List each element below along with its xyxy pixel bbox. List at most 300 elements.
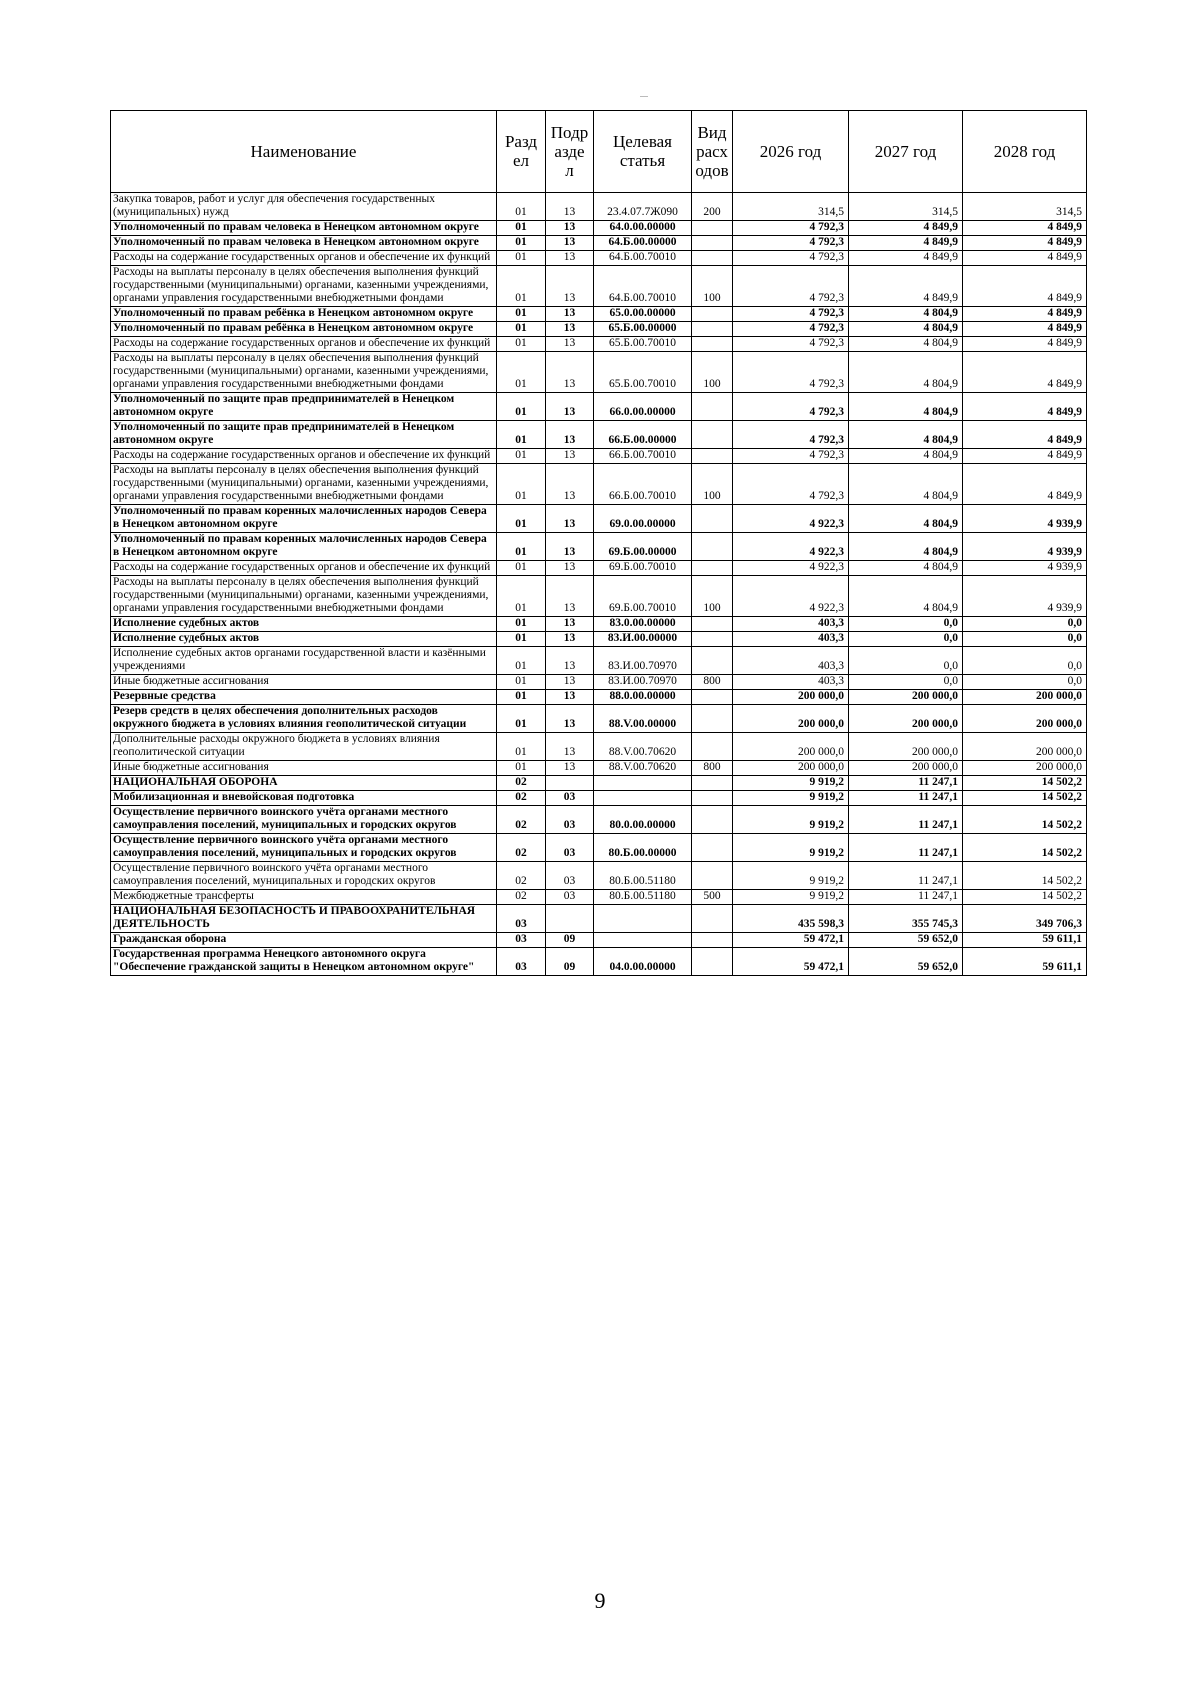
header-year-2027: 2027 год [849,111,963,193]
header-year-2026: 2026 год [733,111,849,193]
cell-name: Уполномоченный по правам человека в Ненецком автономном округе [111,221,497,236]
cell-target-article: 80.Б.00.51180 [594,862,692,890]
cell-year-2028: 14 502,2 [963,776,1087,791]
cell-name: Уполномоченный по защите прав предпринимателей в Ненецком автономном округе [111,393,497,421]
cell-expense-type: 500 [692,890,733,905]
cell-section: 01 [497,632,546,647]
cell-section: 01 [497,221,546,236]
cell-year-2026: 9 919,2 [733,862,849,890]
cell-section: 03 [497,948,546,976]
cell-name: Государственная программа Ненецкого автономного округа "Обеспечение гражданской защиты в Ненецком автономном округе" [111,948,497,976]
cell-expense-type [692,561,733,576]
cell-expense-type [692,393,733,421]
cell-section: 01 [497,533,546,561]
cell-name: Расходы на содержание государственных органов и обеспечение их функций [111,561,497,576]
cell-subsection: 13 [546,307,594,322]
table-row [111,322,1087,337]
cell-target-article: 83.И.00.70970 [594,675,692,690]
cell-year-2026: 4 792,3 [733,393,849,421]
cell-name: Дополнительные расходы окружного бюджета в условиях влияния геополитической ситуации [111,733,497,761]
cell-subsection: 03 [546,806,594,834]
cell-target-article: 69.0.00.00000 [594,505,692,533]
cell-target-article: 65.0.00.00000 [594,307,692,322]
cell-section: 01 [497,193,546,221]
cell-section: 02 [497,806,546,834]
cell-target-article: 83.И.00.00000 [594,632,692,647]
cell-year-2027: 11 247,1 [849,791,963,806]
cell-subsection: 13 [546,449,594,464]
cell-name: Иные бюджетные ассигнования [111,675,497,690]
cell-expense-type: 100 [692,464,733,505]
cell-name: Расходы на выплаты персоналу в целях обеспечения выполнения функций государственными (муниципальными) органами, казенными учреждениями, органами управления государственными внебюджетными фондами [111,464,497,505]
cell-year-2026: 9 919,2 [733,890,849,905]
cell-subsection: 13 [546,221,594,236]
cell-subsection: 13 [546,690,594,705]
cell-year-2027: 200 000,0 [849,705,963,733]
cell-year-2026: 314,5 [733,193,849,221]
table-row [111,393,1087,421]
cell-year-2026: 4 792,3 [733,221,849,236]
cell-subsection: 13 [546,337,594,352]
table-row [111,834,1087,862]
table-row [111,933,1087,948]
cell-year-2026: 4 792,3 [733,236,849,251]
header-expense-type: Вид расх одов [692,111,733,193]
cell-subsection: 13 [546,322,594,337]
cell-year-2026: 4 922,3 [733,505,849,533]
cell-year-2026: 4 792,3 [733,251,849,266]
cell-target-article [594,905,692,933]
cell-year-2027: 11 247,1 [849,890,963,905]
table-row [111,890,1087,905]
budget-table [110,110,1087,976]
cell-name: Расходы на выплаты персоналу в целях обеспечения выполнения функций государственными (муниципальными) органами, казенными учреждениями, органами управления государственными внебюджетными фондами [111,352,497,393]
cell-section: 01 [497,505,546,533]
cell-subsection: 13 [546,632,594,647]
cell-year-2026: 4 792,3 [733,421,849,449]
cell-section: 01 [497,307,546,322]
cell-expense-type [692,647,733,675]
cell-section: 01 [497,266,546,307]
cell-year-2028: 59 611,1 [963,933,1087,948]
cell-subsection: 13 [546,193,594,221]
budget-table-sheet [110,110,1086,976]
cell-year-2026: 4 792,3 [733,352,849,393]
scan-mark [640,96,648,97]
cell-year-2028: 4 849,9 [963,251,1087,266]
cell-section: 03 [497,933,546,948]
cell-year-2026: 403,3 [733,617,849,632]
cell-subsection: 13 [546,236,594,251]
header-subsection: Подр азде л [546,111,594,193]
cell-target-article: 66.0.00.00000 [594,393,692,421]
cell-subsection: 09 [546,948,594,976]
cell-year-2026: 200 000,0 [733,705,849,733]
cell-expense-type: 200 [692,193,733,221]
cell-name: Межбюджетные трансферты [111,890,497,905]
cell-name: Исполнение судебных актов [111,617,497,632]
cell-subsection: 09 [546,933,594,948]
table-row [111,449,1087,464]
cell-name: Уполномоченный по правам человека в Ненецком автономном округе [111,236,497,251]
cell-subsection: 13 [546,705,594,733]
table-row [111,251,1087,266]
cell-year-2027: 4 804,9 [849,337,963,352]
table-row [111,705,1087,733]
cell-year-2027: 11 247,1 [849,834,963,862]
cell-section: 03 [497,905,546,933]
cell-subsection: 13 [546,576,594,617]
cell-year-2026: 59 472,1 [733,933,849,948]
cell-expense-type [692,337,733,352]
cell-year-2028: 200 000,0 [963,733,1087,761]
cell-year-2026: 9 919,2 [733,776,849,791]
cell-year-2028: 200 000,0 [963,761,1087,776]
cell-target-article: 04.0.00.00000 [594,948,692,976]
cell-expense-type [692,421,733,449]
cell-year-2027: 4 849,9 [849,236,963,251]
cell-target-article: 83.0.00.00000 [594,617,692,632]
cell-year-2028: 349 706,3 [963,905,1087,933]
header-section: Разд ел [497,111,546,193]
cell-year-2027: 4 804,9 [849,393,963,421]
cell-year-2028: 4 849,9 [963,307,1087,322]
cell-year-2027: 4 804,9 [849,421,963,449]
cell-subsection: 13 [546,617,594,632]
cell-expense-type [692,862,733,890]
header-name: Наименование [111,111,497,193]
cell-year-2027: 4 849,9 [849,251,963,266]
table-row [111,307,1087,322]
cell-target-article [594,776,692,791]
table-body [111,193,1087,976]
cell-target-article: 65.Б.00.70010 [594,352,692,393]
cell-year-2027: 314,5 [849,193,963,221]
cell-name: НАЦИОНАЛЬНАЯ ОБОРОНА [111,776,497,791]
cell-target-article: 88.V.00.70620 [594,761,692,776]
cell-target-article: 64.0.00.00000 [594,221,692,236]
cell-year-2027: 4 849,9 [849,266,963,307]
cell-year-2027: 4 849,9 [849,221,963,236]
table-row [111,862,1087,890]
cell-target-article: 80.Б.00.51180 [594,890,692,905]
table-row [111,266,1087,307]
cell-year-2026: 200 000,0 [733,690,849,705]
cell-expense-type [692,632,733,647]
cell-section: 01 [497,236,546,251]
cell-year-2028: 59 611,1 [963,948,1087,976]
cell-name: Гражданская оборона [111,933,497,948]
table-row [111,675,1087,690]
cell-year-2028: 4 849,9 [963,352,1087,393]
cell-target-article: 83.И.00.70970 [594,647,692,675]
table-row [111,617,1087,632]
cell-year-2026: 4 792,3 [733,449,849,464]
cell-target-article: 64.Б.00.70010 [594,251,692,266]
cell-expense-type [692,948,733,976]
cell-year-2027: 355 745,3 [849,905,963,933]
table-row [111,806,1087,834]
cell-subsection: 13 [546,761,594,776]
cell-section: 01 [497,393,546,421]
cell-year-2027: 11 247,1 [849,776,963,791]
cell-year-2026: 4 792,3 [733,266,849,307]
cell-subsection: 13 [546,505,594,533]
cell-year-2028: 4 849,9 [963,393,1087,421]
cell-name: Осуществление первичного воинского учёта органами местного самоуправления поселений, муниципальных и городских округов [111,834,497,862]
cell-subsection: 13 [546,561,594,576]
cell-subsection: 13 [546,675,594,690]
cell-year-2027: 0,0 [849,647,963,675]
cell-expense-type [692,705,733,733]
cell-section: 01 [497,322,546,337]
cell-name: Расходы на содержание государственных органов и обеспечение их функций [111,449,497,464]
cell-year-2026: 200 000,0 [733,733,849,761]
table-row [111,948,1087,976]
cell-year-2026: 403,3 [733,675,849,690]
cell-year-2028: 4 939,9 [963,505,1087,533]
cell-year-2027: 59 652,0 [849,933,963,948]
cell-target-article: 69.Б.00.00000 [594,533,692,561]
cell-year-2027: 59 652,0 [849,948,963,976]
cell-section: 01 [497,617,546,632]
cell-target-article: 64.Б.00.00000 [594,236,692,251]
cell-section: 01 [497,761,546,776]
cell-subsection: 13 [546,647,594,675]
cell-year-2026: 4 792,3 [733,337,849,352]
cell-year-2028: 4 849,9 [963,236,1087,251]
cell-expense-type [692,617,733,632]
table-row [111,352,1087,393]
cell-year-2027: 0,0 [849,675,963,690]
cell-subsection: 13 [546,352,594,393]
cell-year-2028: 4 849,9 [963,449,1087,464]
cell-year-2028: 314,5 [963,193,1087,221]
cell-section: 01 [497,352,546,393]
cell-year-2027: 11 247,1 [849,806,963,834]
cell-section: 01 [497,561,546,576]
cell-target-article: 65.Б.00.00000 [594,322,692,337]
cell-subsection: 13 [546,533,594,561]
table-row [111,337,1087,352]
cell-year-2028: 4 849,9 [963,421,1087,449]
cell-year-2026: 4 792,3 [733,464,849,505]
page-number: 9 [594,1588,606,1613]
cell-year-2027: 4 804,9 [849,464,963,505]
table-row [111,647,1087,675]
cell-target-article: 23.4.07.7Ж090 [594,193,692,221]
cell-expense-type [692,505,733,533]
cell-year-2027: 0,0 [849,632,963,647]
cell-section: 01 [497,690,546,705]
cell-year-2027: 200 000,0 [849,761,963,776]
table-row [111,505,1087,533]
cell-subsection [546,905,594,933]
cell-name: Расходы на содержание государственных органов и обеспечение их функций [111,251,497,266]
table-row [111,576,1087,617]
cell-year-2027: 4 804,9 [849,533,963,561]
cell-year-2028: 4 849,9 [963,221,1087,236]
table-row [111,236,1087,251]
cell-name: Расходы на выплаты персоналу в целях обеспечения выполнения функций государственными (муниципальными) органами, казенными учреждениями, органами управления государственными внебюджетными фондами [111,266,497,307]
cell-year-2027: 4 804,9 [849,576,963,617]
table-row [111,632,1087,647]
cell-expense-type [692,533,733,561]
cell-subsection: 13 [546,464,594,505]
cell-expense-type: 800 [692,761,733,776]
table-row [111,464,1087,505]
cell-year-2028: 0,0 [963,647,1087,675]
cell-name: Уполномоченный по правам коренных малочисленных народов Севера в Ненецком автономном округе [111,505,497,533]
table-row [111,421,1087,449]
cell-year-2028: 14 502,2 [963,890,1087,905]
cell-year-2026: 403,3 [733,647,849,675]
cell-year-2028: 0,0 [963,617,1087,632]
cell-year-2026: 9 919,2 [733,806,849,834]
cell-year-2027: 0,0 [849,617,963,632]
cell-name: Исполнение судебных актов органами государственной власти и казёнными учреждениями [111,647,497,675]
cell-expense-type [692,221,733,236]
cell-subsection: 13 [546,393,594,421]
cell-expense-type [692,449,733,464]
header-target-article: Целевая статья [594,111,692,193]
cell-year-2027: 4 804,9 [849,352,963,393]
cell-section: 01 [497,251,546,266]
cell-subsection: 13 [546,733,594,761]
cell-target-article: 69.Б.00.70010 [594,561,692,576]
cell-name: Осуществление первичного воинского учёта органами местного самоуправления поселений, муниципальных и городских округов [111,862,497,890]
cell-name: Расходы на содержание государственных органов и обеспечение их функций [111,337,497,352]
cell-section: 01 [497,705,546,733]
cell-subsection: 03 [546,890,594,905]
table-row [111,761,1087,776]
cell-name: НАЦИОНАЛЬНАЯ БЕЗОПАСНОСТЬ И ПРАВООХРАНИТЕЛЬНАЯ ДЕЯТЕЛЬНОСТЬ [111,905,497,933]
cell-subsection: 03 [546,791,594,806]
cell-target-article: 80.Б.00.00000 [594,834,692,862]
cell-year-2028: 4 849,9 [963,337,1087,352]
cell-section: 01 [497,464,546,505]
cell-section: 01 [497,675,546,690]
cell-target-article: 65.Б.00.70010 [594,337,692,352]
cell-section: 01 [497,337,546,352]
cell-target-article [594,791,692,806]
cell-year-2028: 0,0 [963,675,1087,690]
cell-expense-type [692,776,733,791]
cell-name: Закупка товаров, работ и услуг для обеспечения государственных (муниципальных) нужд [111,193,497,221]
cell-year-2028: 0,0 [963,632,1087,647]
cell-year-2028: 14 502,2 [963,862,1087,890]
table-row [111,733,1087,761]
cell-section: 02 [497,890,546,905]
cell-name: Расходы на выплаты персоналу в целях обеспечения выполнения функций государственными (муниципальными) органами, казенными учреждениями, органами управления государственными внебюджетными фондами [111,576,497,617]
cell-year-2028: 200 000,0 [963,705,1087,733]
table-row [111,193,1087,221]
cell-name: Резерв средств в целях обеспечения дополнительных расходов окружного бюджета в условиях влияния геополитической ситуации [111,705,497,733]
cell-section: 02 [497,791,546,806]
cell-year-2028: 4 939,9 [963,561,1087,576]
cell-expense-type: 100 [692,576,733,617]
cell-year-2027: 4 804,9 [849,449,963,464]
cell-year-2028: 4 939,9 [963,533,1087,561]
cell-year-2026: 4 922,3 [733,533,849,561]
cell-name: Резервные средства [111,690,497,705]
cell-name: Осуществление первичного воинского учёта органами местного самоуправления поселений, муниципальных и городских округов [111,806,497,834]
cell-section: 01 [497,733,546,761]
cell-subsection: 13 [546,266,594,307]
cell-year-2026: 4 792,3 [733,322,849,337]
cell-year-2028: 14 502,2 [963,806,1087,834]
cell-expense-type [692,733,733,761]
cell-target-article: 69.Б.00.70010 [594,576,692,617]
cell-name: Уполномоченный по правам ребёнка в Ненецком автономном округе [111,322,497,337]
cell-expense-type: 100 [692,266,733,307]
cell-expense-type [692,933,733,948]
cell-target-article: 66.Б.00.70010 [594,449,692,464]
cell-expense-type [692,806,733,834]
cell-target-article: 64.Б.00.70010 [594,266,692,307]
cell-year-2027: 200 000,0 [849,733,963,761]
cell-subsection: 03 [546,834,594,862]
cell-target-article [594,933,692,948]
cell-year-2026: 4 922,3 [733,561,849,576]
cell-expense-type [692,322,733,337]
cell-section: 01 [497,449,546,464]
cell-expense-type [692,834,733,862]
cell-year-2027: 11 247,1 [849,862,963,890]
cell-year-2028: 200 000,0 [963,690,1087,705]
cell-year-2028: 14 502,2 [963,791,1087,806]
cell-year-2028: 4 939,9 [963,576,1087,617]
cell-section: 01 [497,576,546,617]
cell-expense-type [692,791,733,806]
table-row [111,690,1087,705]
cell-target-article: 88.0.00.00000 [594,690,692,705]
cell-section: 01 [497,647,546,675]
cell-target-article: 88.V.00.00000 [594,705,692,733]
cell-expense-type [692,251,733,266]
cell-year-2027: 200 000,0 [849,690,963,705]
cell-section: 02 [497,776,546,791]
cell-name: Уполномоченный по защите прав предпринимателей в Ненецком автономном округе [111,421,497,449]
cell-expense-type: 100 [692,352,733,393]
cell-subsection: 13 [546,421,594,449]
cell-year-2027: 4 804,9 [849,307,963,322]
cell-year-2027: 4 804,9 [849,505,963,533]
cell-expense-type [692,905,733,933]
cell-expense-type: 800 [692,675,733,690]
cell-year-2028: 4 849,9 [963,464,1087,505]
cell-name: Иные бюджетные ассигнования [111,761,497,776]
cell-section: 02 [497,862,546,890]
cell-target-article: 80.0.00.00000 [594,806,692,834]
cell-year-2026: 9 919,2 [733,834,849,862]
cell-name: Мобилизационная и вневойсковая подготовка [111,791,497,806]
cell-expense-type [692,690,733,705]
cell-year-2026: 59 472,1 [733,948,849,976]
cell-year-2026: 435 598,3 [733,905,849,933]
table-row [111,561,1087,576]
cell-section: 01 [497,421,546,449]
cell-year-2026: 9 919,2 [733,791,849,806]
cell-name: Исполнение судебных актов [111,632,497,647]
cell-year-2027: 4 804,9 [849,322,963,337]
cell-subsection: 03 [546,862,594,890]
table-row [111,776,1087,791]
cell-year-2028: 4 849,9 [963,322,1087,337]
cell-target-article: 66.Б.00.70010 [594,464,692,505]
cell-subsection [546,776,594,791]
table-row [111,221,1087,236]
